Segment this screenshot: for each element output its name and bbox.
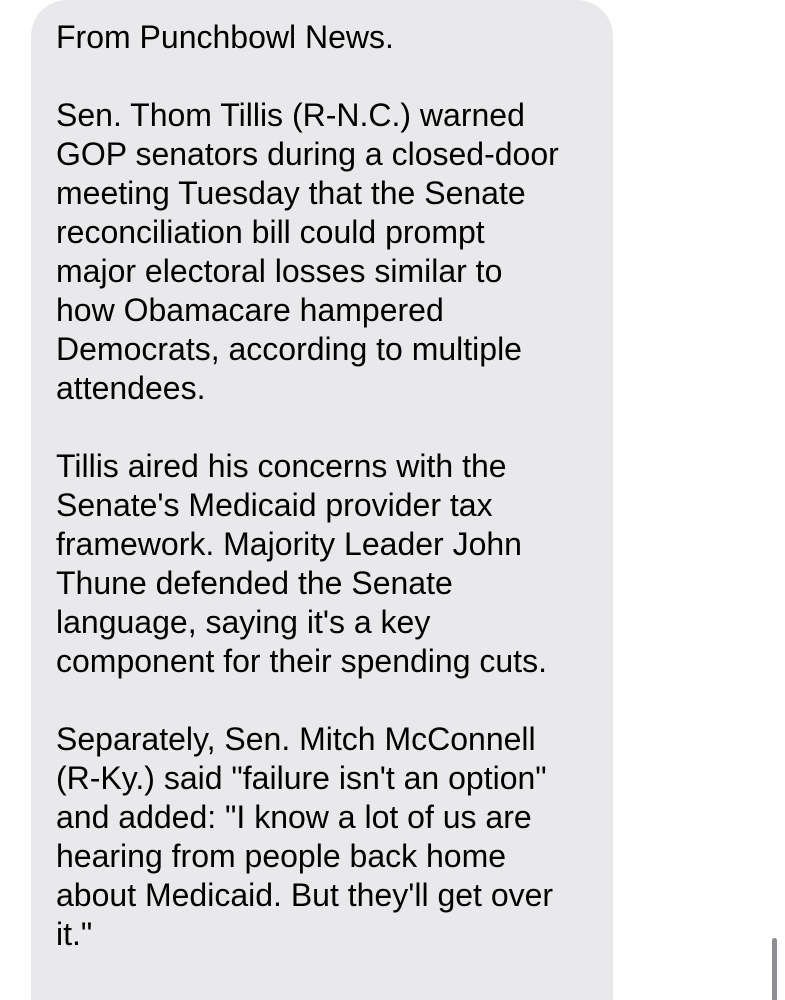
message-line: Thune defended the Senate bbox=[56, 565, 453, 601]
paragraph-gap bbox=[56, 57, 589, 96]
message-line: language, saying it's a key bbox=[56, 604, 431, 640]
message-paragraph bbox=[56, 96, 589, 408]
message-paragraph bbox=[56, 720, 589, 954]
message-line: reconciliation bill could prompt bbox=[56, 214, 485, 250]
message-line: component for their spending cuts. bbox=[56, 643, 547, 679]
message-line: From Punchbowl News. bbox=[56, 19, 394, 55]
message-paragraph bbox=[56, 447, 589, 681]
message-line: attendees. bbox=[56, 370, 206, 406]
message-line: framework. Majority Leader John bbox=[56, 526, 522, 562]
message-line: hearing from people back home bbox=[56, 838, 507, 874]
message-line: it." bbox=[56, 916, 93, 952]
message-line: how Obamacare hampered bbox=[56, 292, 444, 328]
message-bubble[interactable] bbox=[31, 0, 613, 1000]
message-line: Sen. Thom Tillis (R-N.C.) warned bbox=[56, 97, 525, 133]
paragraph-gap bbox=[56, 408, 589, 447]
message-line: GOP senators during a closed-door bbox=[56, 136, 559, 172]
message-line: Democrats, according to multiple bbox=[56, 331, 522, 367]
message-line: and added: "I know a lot of us are bbox=[56, 799, 532, 835]
message-paragraph bbox=[56, 18, 589, 57]
message-line: Separately, Sen. Mitch McConnell bbox=[56, 721, 536, 757]
message-line: about Medicaid. But they'll get over bbox=[56, 877, 554, 913]
paragraph-gap bbox=[56, 681, 589, 720]
message-line: meeting Tuesday that the Senate bbox=[56, 175, 526, 211]
message-line: Senate's Medicaid provider tax bbox=[56, 487, 493, 523]
message-line: Tillis aired his concerns with the bbox=[56, 448, 507, 484]
scroll-indicator[interactable] bbox=[772, 938, 777, 1000]
message-line: major electoral losses similar to bbox=[56, 253, 503, 289]
message-line: (R-Ky.) said "failure isn't an option" bbox=[56, 760, 547, 796]
